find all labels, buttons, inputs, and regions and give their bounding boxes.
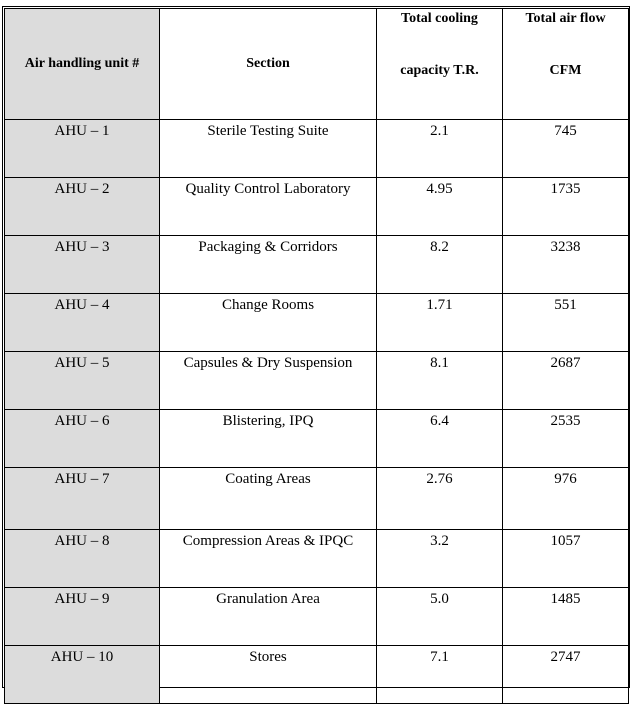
unit-cell: AHU – 1 <box>5 120 160 178</box>
table-row <box>5 178 629 236</box>
table-row <box>5 646 629 704</box>
airflow-cell: 2687 <box>503 352 629 410</box>
header-airflow <box>503 9 629 120</box>
table-row <box>5 120 629 178</box>
unit-cell: AHU – 3 <box>5 236 160 294</box>
cooling-cell: 1.71 <box>377 294 503 352</box>
table-row <box>5 588 629 646</box>
section-cell: Change Rooms <box>160 294 377 352</box>
header-airflow-line2: CFM <box>549 63 582 78</box>
header-cooling <box>377 9 503 120</box>
unit-cell: AHU – 2 <box>5 178 160 236</box>
cooling-cell: 3.2 <box>377 530 503 588</box>
airflow-cell: 551 <box>503 294 629 352</box>
airflow-cell: 2535 <box>503 410 629 468</box>
cooling-cell: 7.1 <box>377 646 503 704</box>
cooling-cell: 2.1 <box>377 120 503 178</box>
section-cell: Packaging & Corridors <box>160 236 377 294</box>
table-row <box>5 468 629 530</box>
section-cell: Coating Areas <box>160 468 377 530</box>
cooling-cell: 8.1 <box>377 352 503 410</box>
table-row <box>5 352 629 410</box>
cooling-cell: 4.95 <box>377 178 503 236</box>
header-cooling-line2: capacity T.R. <box>400 63 479 78</box>
section-cell: Capsules & Dry Suspension <box>160 352 377 410</box>
section-cell: Quality Control Laboratory <box>160 178 377 236</box>
table-row <box>5 236 629 294</box>
section-cell: Compression Areas & IPQC <box>160 530 377 588</box>
airflow-cell: 2747 <box>503 646 629 704</box>
airflow-cell: 745 <box>503 120 629 178</box>
header-row <box>5 9 629 120</box>
unit-cell: AHU – 9 <box>5 588 160 646</box>
unit-cell: AHU – 4 <box>5 294 160 352</box>
header-airflow-line1: Total air flow <box>525 11 606 26</box>
header-section: Section <box>160 9 377 120</box>
cooling-cell: 5.0 <box>377 588 503 646</box>
unit-cell: AHU – 10 <box>5 646 160 704</box>
table-row <box>5 410 629 468</box>
airflow-cell: 1485 <box>503 588 629 646</box>
unit-cell: AHU – 8 <box>5 530 160 588</box>
cooling-cell: 6.4 <box>377 410 503 468</box>
table-row <box>5 294 629 352</box>
section-cell: Blistering, IPQ <box>160 410 377 468</box>
airflow-cell: 976 <box>503 468 629 530</box>
section-cell: Granulation Area <box>160 588 377 646</box>
header-unit: Air handling unit # <box>5 9 160 120</box>
cooling-cell: 2.76 <box>377 468 503 530</box>
cooling-cell: 8.2 <box>377 236 503 294</box>
unit-cell: AHU – 6 <box>5 410 160 468</box>
table-row <box>5 530 629 588</box>
section-cell: Sterile Testing Suite <box>160 120 377 178</box>
airflow-cell: 3238 <box>503 236 629 294</box>
section-cell: Stores <box>160 646 377 704</box>
header-cooling-line1: Total cooling <box>401 11 478 26</box>
airflow-cell: 1057 <box>503 530 629 588</box>
airflow-cell: 1735 <box>503 178 629 236</box>
unit-cell: AHU – 5 <box>5 352 160 410</box>
unit-cell: AHU – 7 <box>5 468 160 530</box>
ahu-table <box>4 8 629 704</box>
